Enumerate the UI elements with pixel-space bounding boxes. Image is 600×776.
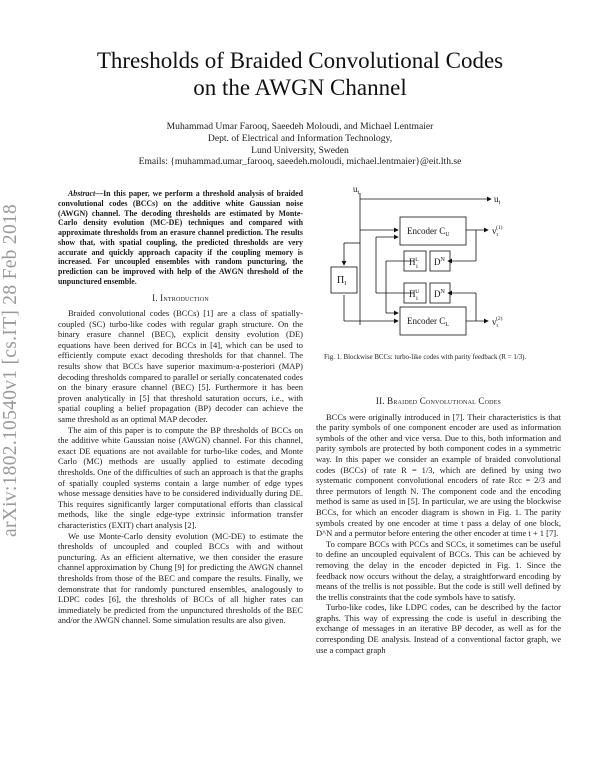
output-u-label: $u_t$ (494, 194, 501, 206)
arxiv-stamp: arXiv:1802.10540v1 [cs.IT] 28 Feb 2018 (0, 203, 21, 537)
section-heading-introduction: I. Introduction (152, 292, 209, 303)
encoder-lower-label: Encoder $C_L$ (407, 316, 449, 328)
output-v2-label: $v_t(2)$ (492, 316, 503, 329)
affiliation-line-1: Dept. of Electrical and Information Technology, (207, 132, 393, 144)
bcc-paragraph-1: BCCs were originally introduced in [7]. Their characteristics is that the parity symbols of one component encoder are used as information symbols of the other and vice versa. Due to this, both information and parity symbols are protected by both component codes in a symmetric way. In this paper we consider an example of braided convolutional codes (BCCs) of rate R = 1/3, which are defined by using two systematic component convolutional encoders of rate Rcc = 2/3 and three permutors of length N. The component code and the encoding method is same as used in [5]. In particular, we are using the blockwise BCCs, for which an encoder diagram is shown in Fig. 1. The parity symbols created by one encoder at time t pass a delay of one block, D^N and a permutor before entering the other encoder at time t + 1 [7]. (316, 411, 561, 539)
author-emails: Emails: {muhammad.umar_farooq, saeedeh.moloudi, michael.lentmaier}@eit.lth.se (138, 156, 462, 168)
intro-paragraph-2: The aim of this paper is to compute the BP thresholds of BCCs on the additive white Gaussian noise (AWGN) channel. For this channel, exact DE equations are not available for turbo-like codes, and Monte Carlo (MC) methods are usually applied to estimate decoding thresholds. One of the difficulties of such an approach is that the graphs of spatially coupled systems contain a large number of edge types whose message densities have to be considered individually during DE. This requires significantly larger computational efforts than classical methods, like the single edge-type extrinsic information transfer characteristics (EXIT) chart analysis [2]. (58, 424, 303, 530)
intro-paragraph-1: Braided convolutional codes (BCCs) [1] are a class of spatially-coupled (SC) turbo-like codes with regular graph structure. On the binary erasure channel (BEC), explicit density evolution (DE) equations have been derived for BCCs in [4], which can be used to efficiently compute exact decoding thresholds for that channel. The results show that BCCs have superior maximum-a-posteriori (MAP) decoding thresholds compared to parallel or serially concatenated codes on the binary erasure channel (BEC) [5]. Furthermore it has been proven analytically in [5] that threshold saturation occurs, i.e., with spatial coupling a belief propagation (BP) decoder can achieve the same threshold as an optimal MAP decoder. (58, 308, 303, 425)
abstract-lead: Abstract (68, 189, 96, 198)
perm-upper-label: $\Pi_1L$ (409, 257, 419, 270)
input-label: $u_t$ (353, 185, 360, 196)
bcc-paragraph-3: Turbo-like codes, like LDPC codes, can be described by the factor graphs. This way of expressing the code is useful in describing the exchange of messages in an iterative BP decoder, as well as for the corresponding DE analysis. Instead of a conventional factor graph, we use a compact graph (316, 602, 561, 655)
delay-lower-label: $D^N$ (434, 289, 445, 299)
bcc-paragraph-2: To compare BCCs with PCCs and SCCs, it sometimes can be useful to define an uncoupled equivalent of BCCs. This can be achieved by removing the delay in the encoder depicted in Fig. 1. Since the feedback now occurs without the delay, a straightforward encoding by means of the trellis is not possible. But the code is still well defined by the trellis constraints that the code symbols have to satisfy. (316, 538, 561, 602)
affiliation-line-2: Lund University, Sweden (251, 144, 349, 156)
encoder-diagram (316, 185, 566, 345)
left-column (58, 189, 303, 626)
delay-upper-label: $D^N$ (434, 257, 445, 267)
paper-title (0, 47, 600, 101)
section-heading-bcc: II. Braided Convolutional Codes (375, 396, 502, 406)
title-line-2: on the AWGN Channel (193, 75, 407, 100)
perm-lower-label: $\Pi_1U$ (409, 289, 420, 302)
right-column (316, 392, 561, 655)
intro-paragraph-3: We use Monte-Carlo density evolution (MC-DE) to estimate the thresholds of uncoupled and coupled BCCs with and without puncturing. As an efficient alternative, we then consider the erasure channel approximation by Chung [9] for predicting the AWGN channel thresholds from those of the BEC and compare the results. Finally, we demonstrate that for randomly punctured ensembles, analogously to LDPC codes [6], the thresholds of BCCs of all higher rates can immediately be predicted from the unpunctured thresholds of the BEC and/or the AWGN channel. Some simulation results are also given. (58, 530, 303, 626)
output-v1-label: $v_t(1)$ (492, 225, 503, 238)
encoder-figure (316, 185, 566, 345)
author-block (0, 121, 600, 168)
figure-caption: Fig. 1. Blockwise BCCs: turbo-like codes with parity feedback (R = 1/3). (324, 354, 527, 361)
abstract-text: —In this paper, we perform a threshold analysis of braided convolutional codes (BCCs) on the additive white Gaussian noise (AWGN) channel. The decoding thresholds are estimated by Monte-Carlo density evolution (MC-DE) techniques and compared with approximate thresholds from an erasure channel prediction. The results show that, with spatial coupling, the predicted thresholds are very accurate and quickly approach capacity if the coupling memory is increased. For uncoupled ensembles with random puncturing, the prediction can be improved with help of the AWGN threshold of the unpunctured ensemble. (58, 189, 303, 286)
perm-main-label: $\Pi_I$ (337, 275, 347, 287)
author-names: Muhammad Umar Farooq, Saeedeh Moloudi, and Michael Lentmaier (166, 121, 434, 132)
encoder-upper-label: Encoder $C_U$ (407, 226, 450, 238)
title-line-1: Thresholds of Braided Convolutional Codes (96, 48, 504, 73)
abstract (58, 189, 303, 287)
